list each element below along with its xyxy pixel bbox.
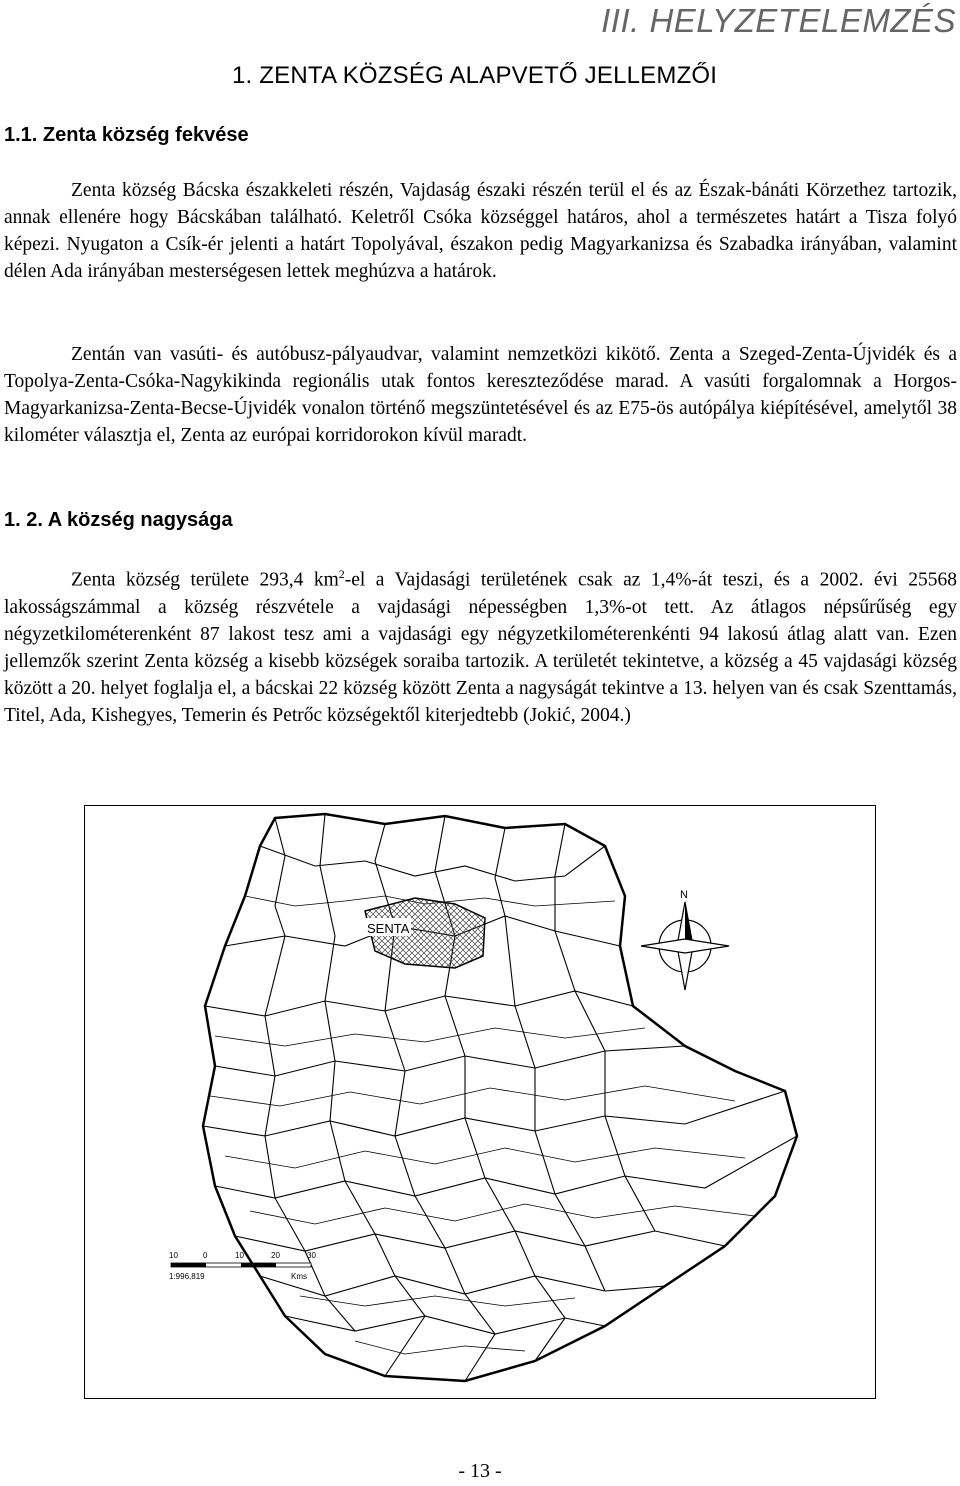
paragraph-location	[4, 177, 957, 285]
compass-north-label: N	[680, 889, 688, 901]
scale-bar	[169, 1251, 316, 1281]
superscript-two: 2	[338, 567, 345, 581]
scale-tick-2: 0	[203, 1251, 208, 1260]
scale-tick-5: 30	[307, 1251, 316, 1260]
scale-tick-4: 20	[271, 1251, 280, 1260]
paragraph-size-text-b: -el a Vajdasági területének csak az 1,4%-át teszi, és a 2002. évi 25568 lakosságszámmal a község részvétele a vajdasági népességben 1,3%-ot tett. Az átlagos népsűrűség egy négyzetkilométerenként 87 lakost tesz ami a vajdasági egy négyzetkilométerenkénti 94 lakosú átlag alatt van. Ezen jellemzők szerint Zenta község a kisebb községek soraiba tartozik. A területét tekintetve, a község a 45 vajdasági község között a 20. helyet foglalja el, a bácskai 22 község között Zenta a nagyságát tekintve a 13. helyen van és csak Szenttamás, Titel, Ada, Kishegyes, Temerin és Petrőc községektől kiterjedtebb (Jokić, 2004.)	[4, 569, 957, 726]
municipality-map	[84, 805, 876, 1399]
paragraph-location-text: Zenta község Bácska északkeleti részén, Vajdaság északi részén terül el és az Észak-bánáti Körzethez tartozik, annak ellenére hogy Bácskában található. Keletről Csóka községgel határos, ahol a természetes határt a Tisza folyó képezi. Nyugaton a Csík-ér jelenti a határt Topolyával, északon pedig Magyarkanizsa és Szabadka irányában, valamint délen Ada irányában mesterségesen lettek meghúzva a határok.	[4, 180, 957, 282]
section-title: 1. ZENTA KÖZSÉG ALAPVETŐ JELLEMZŐI	[232, 62, 718, 89]
scale-tick-3: 10	[235, 1251, 244, 1260]
paragraph-size	[4, 561, 957, 729]
scale-unit: Kms	[291, 1272, 307, 1281]
scale-ratio: 1:996,819	[169, 1272, 205, 1281]
map-svg	[85, 806, 875, 1398]
paragraph-transport	[4, 341, 957, 449]
paragraph-transport-text: Zentán van vasúti- és autóbusz-pályaudvar, valamint nemzetközi kikötő. Zenta a Szeged-Zenta-Újvidék és a Topolya-Zenta-Csóka-Nagykikinda regionális utak fontos kereszteződése marad. A vasúti forgalomnak a Horgos-Magyarkanizsa-Zenta-Becse-Újvidék vonalon történő megszüntetésével és az E75-ös autópálya kiépítésével, amelytől 38 kilométer választja el, Zenta az európai korridorokon kívül maradt.	[4, 344, 957, 446]
page-number: - 13 -	[458, 1460, 502, 1482]
subsection-heading-size: 1. 2. A község nagysága	[4, 509, 233, 531]
town-label: SENTA	[367, 921, 410, 936]
compass-rose-icon	[641, 889, 729, 990]
map-internal-boundaries	[203, 814, 797, 1381]
scale-tick-1: 10	[169, 1251, 178, 1260]
subsection-heading-location: 1.1. Zenta község fekvése	[4, 124, 249, 146]
chapter-title: III. HELYZETELEMZÉS	[601, 2, 956, 39]
paragraph-size-text-a: Zenta község területe 293,4 km	[71, 569, 339, 591]
